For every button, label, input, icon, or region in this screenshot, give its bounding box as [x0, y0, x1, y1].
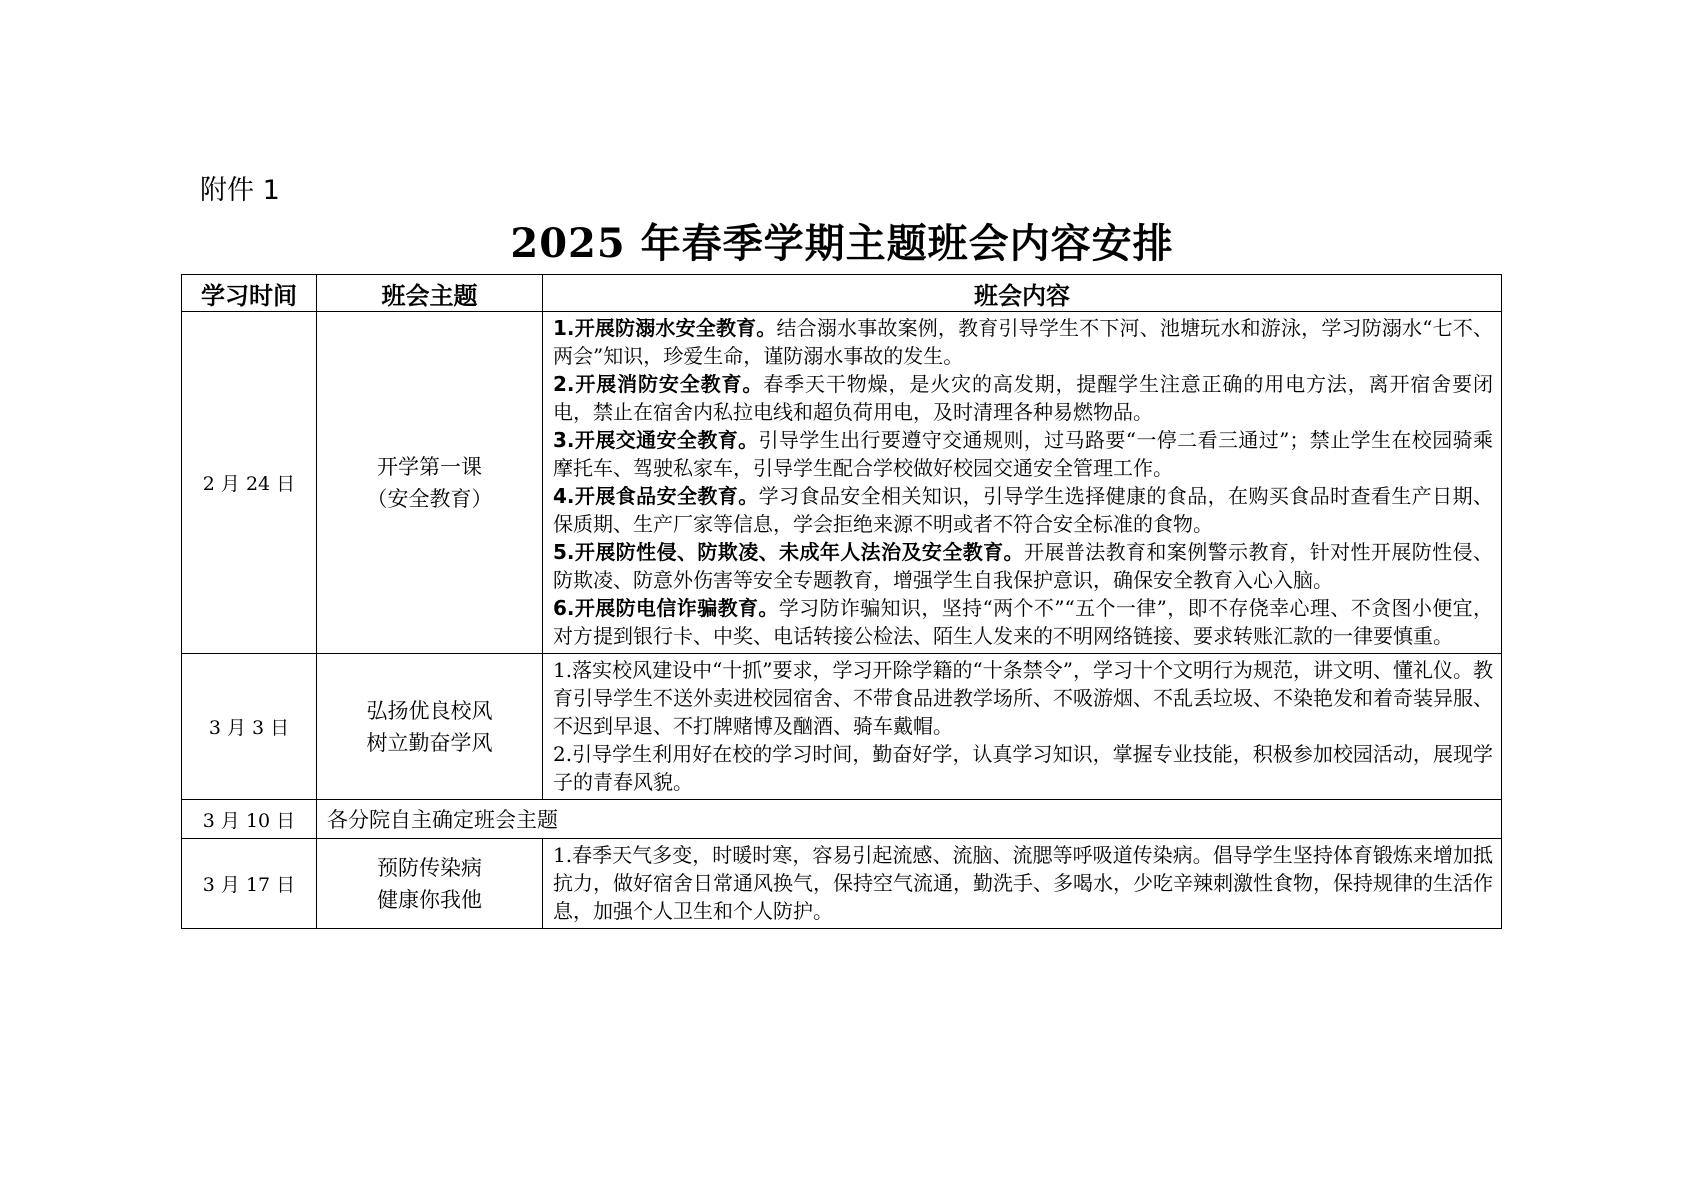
schedule-table: [181, 274, 1502, 929]
content-item: [553, 314, 1493, 370]
row-date: 3 月 17 日: [182, 839, 317, 929]
table-row: [182, 800, 1502, 839]
row-date: 3 月 10 日: [182, 800, 317, 839]
content-item: [553, 594, 1493, 650]
content-item-text: 学习防诈骗知识，坚持“两个不”“五个一律”，即不存侥幸心理、不贪图小便宜，对方提到银行卡、中奖、电话转接公检法、陌生人发来的不明网络链接、要求转账汇款的一律要慎重。: [553, 596, 1493, 648]
content-item-heading: 5.开展防性侵、防欺凌、未成年人法治及安全教育。: [553, 540, 1024, 564]
content-item: [553, 482, 1493, 538]
header-meeting-theme: 班会主题: [317, 275, 543, 312]
theme-line: 健康你我他: [377, 887, 482, 912]
header-study-time: 学习时间: [182, 275, 317, 312]
row-theme: [317, 312, 543, 654]
content-item-text: 开展普法教育和案例警示教育，针对性开展防性侵、防欺凌、防意外伤害等安全专题教育，增强学生自我保护意识，确保安全教育入心入脑。: [553, 540, 1494, 592]
table-row: [182, 839, 1502, 929]
table-header-row: [182, 275, 1502, 312]
content-item-text: 春季天干物燥，是火灾的高发期，提醒学生注意正确的用电方法，离开宿舍要闭电，禁止在宿舍内私拉电线和超负荷用电，及时清理各种易燃物品。: [553, 372, 1494, 424]
row-content: [543, 312, 1502, 654]
content-item-text: 引导学生出行要遵守交通规则，过马路要“一停二看三通过”；禁止学生在校园骑乘摩托车、驾驶私家车，引导学生配合学校做好校园交通安全管理工作。: [553, 428, 1494, 480]
theme-line: （安全教育）: [366, 486, 493, 511]
theme-line: 树立勤奋学风: [366, 730, 493, 755]
theme-line: 开学第一课: [377, 454, 482, 479]
theme-line: 弘扬优良校风: [366, 698, 493, 723]
row-span-theme: 各分院自主确定班会主题: [317, 800, 1502, 839]
content-item: [553, 656, 1493, 740]
content-item-text: 1.落实校风建设中“十抓”要求，学习开除学籍的“十条禁令”，学习十个文明行为规范，讲文明、懂礼仪。教育引导学生不送外卖进校园宿舍、不带食品进教学场所、不吸游烟、不乱丢垃圾、不染艳发和着奇装异服、不迟到早退、不打牌赌博及酗酒、骑车戴帽。: [553, 658, 1493, 738]
content-item: [553, 538, 1493, 594]
table-row: [182, 654, 1502, 800]
content-item-heading: 2.开展消防安全教育。: [553, 372, 764, 396]
content-item: [553, 740, 1493, 796]
row-theme: [317, 839, 543, 929]
attachment-label: 附件 1: [200, 175, 280, 206]
row-date: 3 月 3 日: [182, 654, 317, 800]
content-item-heading: 4.开展食品安全教育。: [553, 484, 759, 508]
row-date: 2 月 24 日: [182, 312, 317, 654]
content-item: [553, 426, 1493, 482]
content-item-heading: 3.开展交通安全教育。: [553, 428, 759, 452]
content-item-text: 结合溺水事故案例，教育引导学生不下河、池塘玩水和游泳，学习防溺水“七不、两会”知识，珍爱生命，谨防溺水事故的发生。: [553, 316, 1494, 368]
row-content: [543, 839, 1502, 929]
content-item-text: 2.引导学生利用好在校的学习时间，勤奋好学，认真学习知识，掌握专业技能，积极参加校园活动，展现学子的青春风貌。: [553, 742, 1493, 794]
table-row: [182, 312, 1502, 654]
content-item: [553, 841, 1493, 925]
content-item-heading: 6.开展防电信诈骗教育。: [553, 596, 779, 620]
content-item-text: 1.春季天气多变，时暖时寒，容易引起流感、流脑、流腮等呼吸道传染病。倡导学生坚持体育锻炼来增加抵抗力，做好宿舍日常通风换气，保持空气流通，勤洗手、多喝水，少吃辛辣刺激性食物，保持规律的生活作息，加强个人卫生和个人防护。: [553, 843, 1493, 923]
document-title: 2025 年春季学期主题班会内容安排: [510, 220, 1174, 267]
row-content: [543, 654, 1502, 800]
content-item: [553, 370, 1493, 426]
row-theme: [317, 654, 543, 800]
content-item-text: 学习食品安全相关知识，引导学生选择健康的食品，在购买食品时查看生产日期、保质期、生产厂家等信息，学会拒绝来源不明或者不符合安全标准的食物。: [553, 484, 1494, 536]
content-item-heading: 1.开展防溺水安全教育。: [553, 316, 777, 340]
header-meeting-content: 班会内容: [543, 275, 1502, 312]
theme-line: 预防传染病: [377, 855, 482, 880]
